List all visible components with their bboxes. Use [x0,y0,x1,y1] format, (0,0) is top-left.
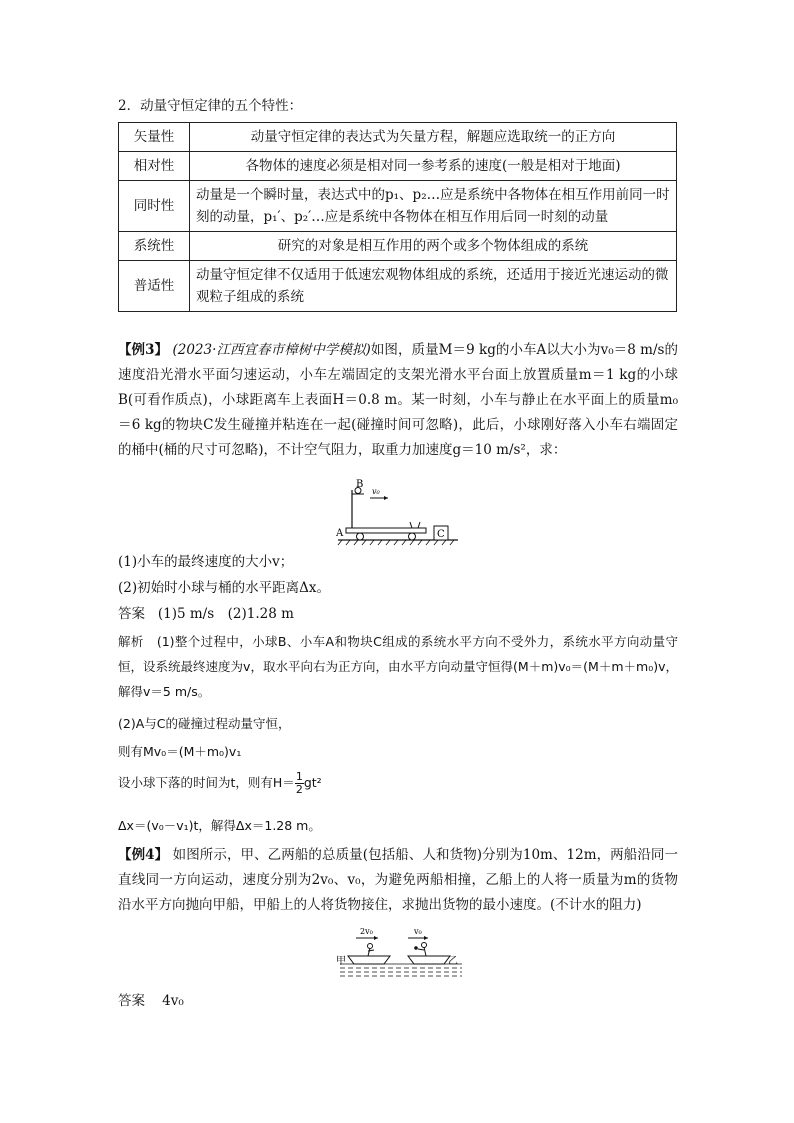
analysis-text-4-post: gt² [303,775,322,790]
table-row [119,152,677,181]
analysis-label: 解析 [118,634,144,649]
fraction-half [295,771,304,796]
person-jia-head [368,944,373,949]
example-3-analysis-1 [118,629,678,704]
table-row [119,181,677,232]
properties-table [118,122,677,312]
bucket [410,522,420,528]
property-name: 相对性 [119,152,190,181]
property-name: 系统性 [119,232,190,261]
example-3-tag: 【例3】 [118,342,169,358]
answer-label: 答案 [118,606,145,622]
label-b: B [356,479,364,490]
person-yi-body [418,947,430,956]
example-3-text: 如图，质量M＝9 kg的小车A以大小为v₀＝8 m/s的速度沿光滑水平面匀速运动，小车左端固定的支架光滑水平台面上放置质量m＝1 kg的小球B(可看作质点)，小球距离车上表面H＝0.8 m。某一时刻，小车与静止在水平面上的质量m₀＝6 kg的物块C发生碰撞并粘连在一起(碰撞时间可忽略)，此后，小球刚好落入小车右端固定的桶中(桶的尺寸可忽略)，不计空气阻力，取重力加速度g＝10 m/s²，求： [118,342,678,458]
water-lines [340,964,462,976]
table-row [119,123,677,152]
property-description: 动量是一个瞬时量，表达式中的p₁、p₂…应是系统中各物体在相互作用前同一时刻的动量，p₁′、p₂′…应是系统中各物体在相互作用后同一时刻的动量 [190,181,677,232]
property-name: 普适性 [119,261,190,312]
property-description: 动量守恒定律的表达式为矢量方程，解题应选取统一的正方向 [190,123,677,152]
label-c: C [437,529,445,540]
example-4-answer [118,990,184,1012]
arrow-jia-head [374,936,378,940]
property-description: 动量守恒定律不仅适用于低速宏观物体组成的系统，还适用于接近光速运动的微观粒子组成的系统 [190,261,677,312]
section-heading: 2．动量守恒定律的五个特性： [118,98,303,114]
velocity-arrow-head [384,496,388,500]
property-description: 各物体的速度必须是相对同一参考系的速度(一般是相对于地面) [190,152,677,181]
example-4-text: 如图所示，甲、乙两船的总质量(包括船、人和货物)分别为10m、12m，两船沿同一直线同一方向运动，速度分别为2v₀、v₀，为避免两船相撞，乙船上的人将一质量为m的货物沿水平方向抛向甲船，甲船上的人将货物接住，求抛出货物的最小速度。(不计水的阻力) [118,847,678,913]
table-row [119,261,677,312]
example-3-figure [330,478,460,548]
example-3-analysis-3: 则有Mv₀＝(M＋m₀)v₁ [118,744,242,759]
example-3-analysis-2: (2)A与C的碰撞过程动量守恒， [118,716,291,731]
label-v0-yi: v₀ [414,927,422,936]
label-jia: 甲 [336,956,346,967]
example-3-answer [118,603,294,625]
person-jia-body [364,948,374,956]
label-2v0: 2v₀ [360,927,373,936]
cart-body [346,528,426,533]
example-3-analysis-5: Δx＝(v₀－v₁)t，解得Δx＝1.28 m。 [118,818,321,833]
label-v0: v₀ [372,487,380,496]
person-yi-head [422,943,427,948]
analysis-text-4-pre: 设小球下落的时间为t，则有H＝ [118,775,295,790]
answer-label-4: 答案 [118,993,145,1009]
label-yi: 乙 [448,956,458,967]
cart-wheel-left [357,533,364,540]
cart-wheel-right [409,533,416,540]
example-3-source: (2023·江西宜春市樟树中学模拟) [172,342,371,358]
label-a: A [336,528,344,539]
analysis-text-1: (1)整个过程中，小球B、小车A和物块C组成的系统水平方向不受外力，系统水平方向动量守恒，设系统最终速度为v，取水平向右为正方向，由水平方向动量守恒得(M＋m)v₀＝(M＋m＋m₀)v，解得v＝5 m/s。 [118,634,679,699]
fraction-denominator: 2 [295,783,303,796]
boat-jia [348,956,390,964]
example-3-question-1: (1)小车的最终速度的大小v； [118,554,294,570]
property-description: 研究的对象是相互作用的两个或多个物体组成的系统 [190,232,677,261]
cargo [414,946,418,950]
example-3-question-2: (2)初始时小球与桶的水平距离Δx。 [118,580,330,596]
example-4-tag: 【例4】 [118,847,169,863]
answer-text: (1)5 m/s (2)1.28 m [157,606,294,622]
table-row [119,232,677,261]
boat-yi [408,956,450,964]
example-3-statement [118,338,678,463]
fraction-numerator: 1 [295,770,303,783]
property-name: 矢量性 [119,123,190,152]
arrow-yi-head [424,936,428,940]
example-3-analysis-4 [118,771,322,796]
example-4-figure [336,924,466,982]
ground-hatch [338,540,454,545]
example-4-statement [118,843,678,918]
answer-text-4: 4v₀ [162,993,184,1009]
property-name: 同时性 [119,181,190,232]
